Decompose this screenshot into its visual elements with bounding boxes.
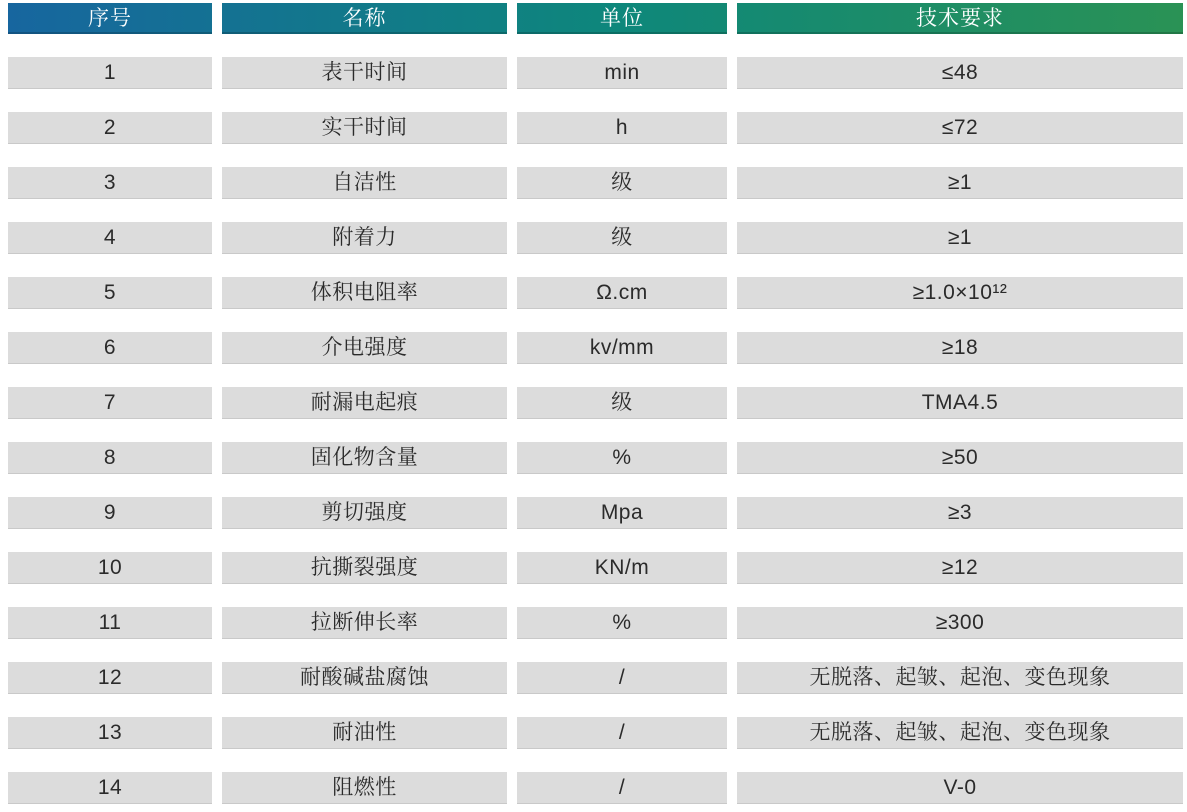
requirement-cell: ≤72 [737,112,1183,144]
unit-cell: min [517,57,727,89]
item-name-cell: 剪切强度 [222,497,507,529]
technical-spec-table [8,3,1183,803]
unit-cell: kv/mm [517,332,727,364]
item-name-cell: 抗撕裂强度 [222,552,507,584]
item-name-cell: 耐酸碱盐腐蚀 [222,662,507,694]
requirement-cell: V-0 [737,772,1183,804]
requirement-cell: 无脱落、起皱、起泡、变色现象 [737,717,1183,749]
item-name-cell: 附着力 [222,222,507,254]
table-row [8,277,1183,308]
unit-cell: % [517,607,727,639]
item-name-cell: 固化物含量 [222,442,507,474]
item-name-cell: 阻燃性 [222,772,507,804]
row-number-cell: 6 [8,332,212,364]
table-row [8,717,1183,748]
table-row [8,167,1183,198]
item-name-cell: 耐漏电起痕 [222,387,507,419]
item-name-cell: 耐油性 [222,717,507,749]
row-number-cell: 3 [8,167,212,199]
table-row [8,387,1183,418]
requirement-cell: ≥18 [737,332,1183,364]
unit-cell: / [517,772,727,804]
item-name-cell: 自洁性 [222,167,507,199]
unit-cell: 级 [517,167,727,199]
table-row [8,607,1183,638]
table-row [8,332,1183,363]
requirement-cell: ≥1.0×10¹² [737,277,1183,309]
column-header-unit: 单位 [600,7,644,30]
requirement-cell: ≥12 [737,552,1183,584]
row-number-cell: 10 [8,552,212,584]
unit-cell: Ω.cm [517,277,727,309]
row-number-cell: 1 [8,57,212,89]
row-number-cell: 5 [8,277,212,309]
table-row [8,222,1183,253]
row-number-cell: 11 [8,607,212,639]
table-row [8,552,1183,583]
table-row [8,112,1183,143]
table-row [8,662,1183,693]
row-number-cell: 8 [8,442,212,474]
unit-cell: % [517,442,727,474]
table-row [8,772,1183,803]
row-number-cell: 12 [8,662,212,694]
row-number-cell: 9 [8,497,212,529]
row-number-cell: 14 [8,772,212,804]
unit-cell: 级 [517,387,727,419]
column-header-name: 名称 [342,7,387,30]
item-name-cell: 表干时间 [222,57,507,89]
table-row [8,497,1183,528]
table-body [8,57,1183,803]
requirement-cell: ≥1 [737,167,1183,199]
requirement-cell: TMA4.5 [737,387,1183,419]
column-gap-divider [507,3,517,34]
unit-cell: KN/m [517,552,727,584]
requirement-cell: ≤48 [737,57,1183,89]
row-number-cell: 2 [8,112,212,144]
unit-cell: 级 [517,222,727,254]
column-gap-divider [212,3,222,34]
table-row [8,442,1183,473]
item-name-cell: 拉断伸长率 [222,607,507,639]
requirement-cell: 无脱落、起皱、起泡、变色现象 [737,662,1183,694]
item-name-cell: 介电强度 [222,332,507,364]
unit-cell: h [517,112,727,144]
unit-cell: Mpa [517,497,727,529]
column-gap-divider [727,3,737,34]
table-header-row [8,3,1183,34]
column-header-requirement: 技术要求 [916,7,1004,30]
item-name-cell: 实干时间 [222,112,507,144]
unit-cell: / [517,662,727,694]
column-header-number: 序号 [88,7,132,30]
row-number-cell: 13 [8,717,212,749]
item-name-cell: 体积电阻率 [222,277,507,309]
row-number-cell: 7 [8,387,212,419]
requirement-cell: ≥300 [737,607,1183,639]
row-number-cell: 4 [8,222,212,254]
unit-cell: / [517,717,727,749]
requirement-cell: ≥3 [737,497,1183,529]
table-row [8,57,1183,88]
requirement-cell: ≥50 [737,442,1183,474]
requirement-cell: ≥1 [737,222,1183,254]
